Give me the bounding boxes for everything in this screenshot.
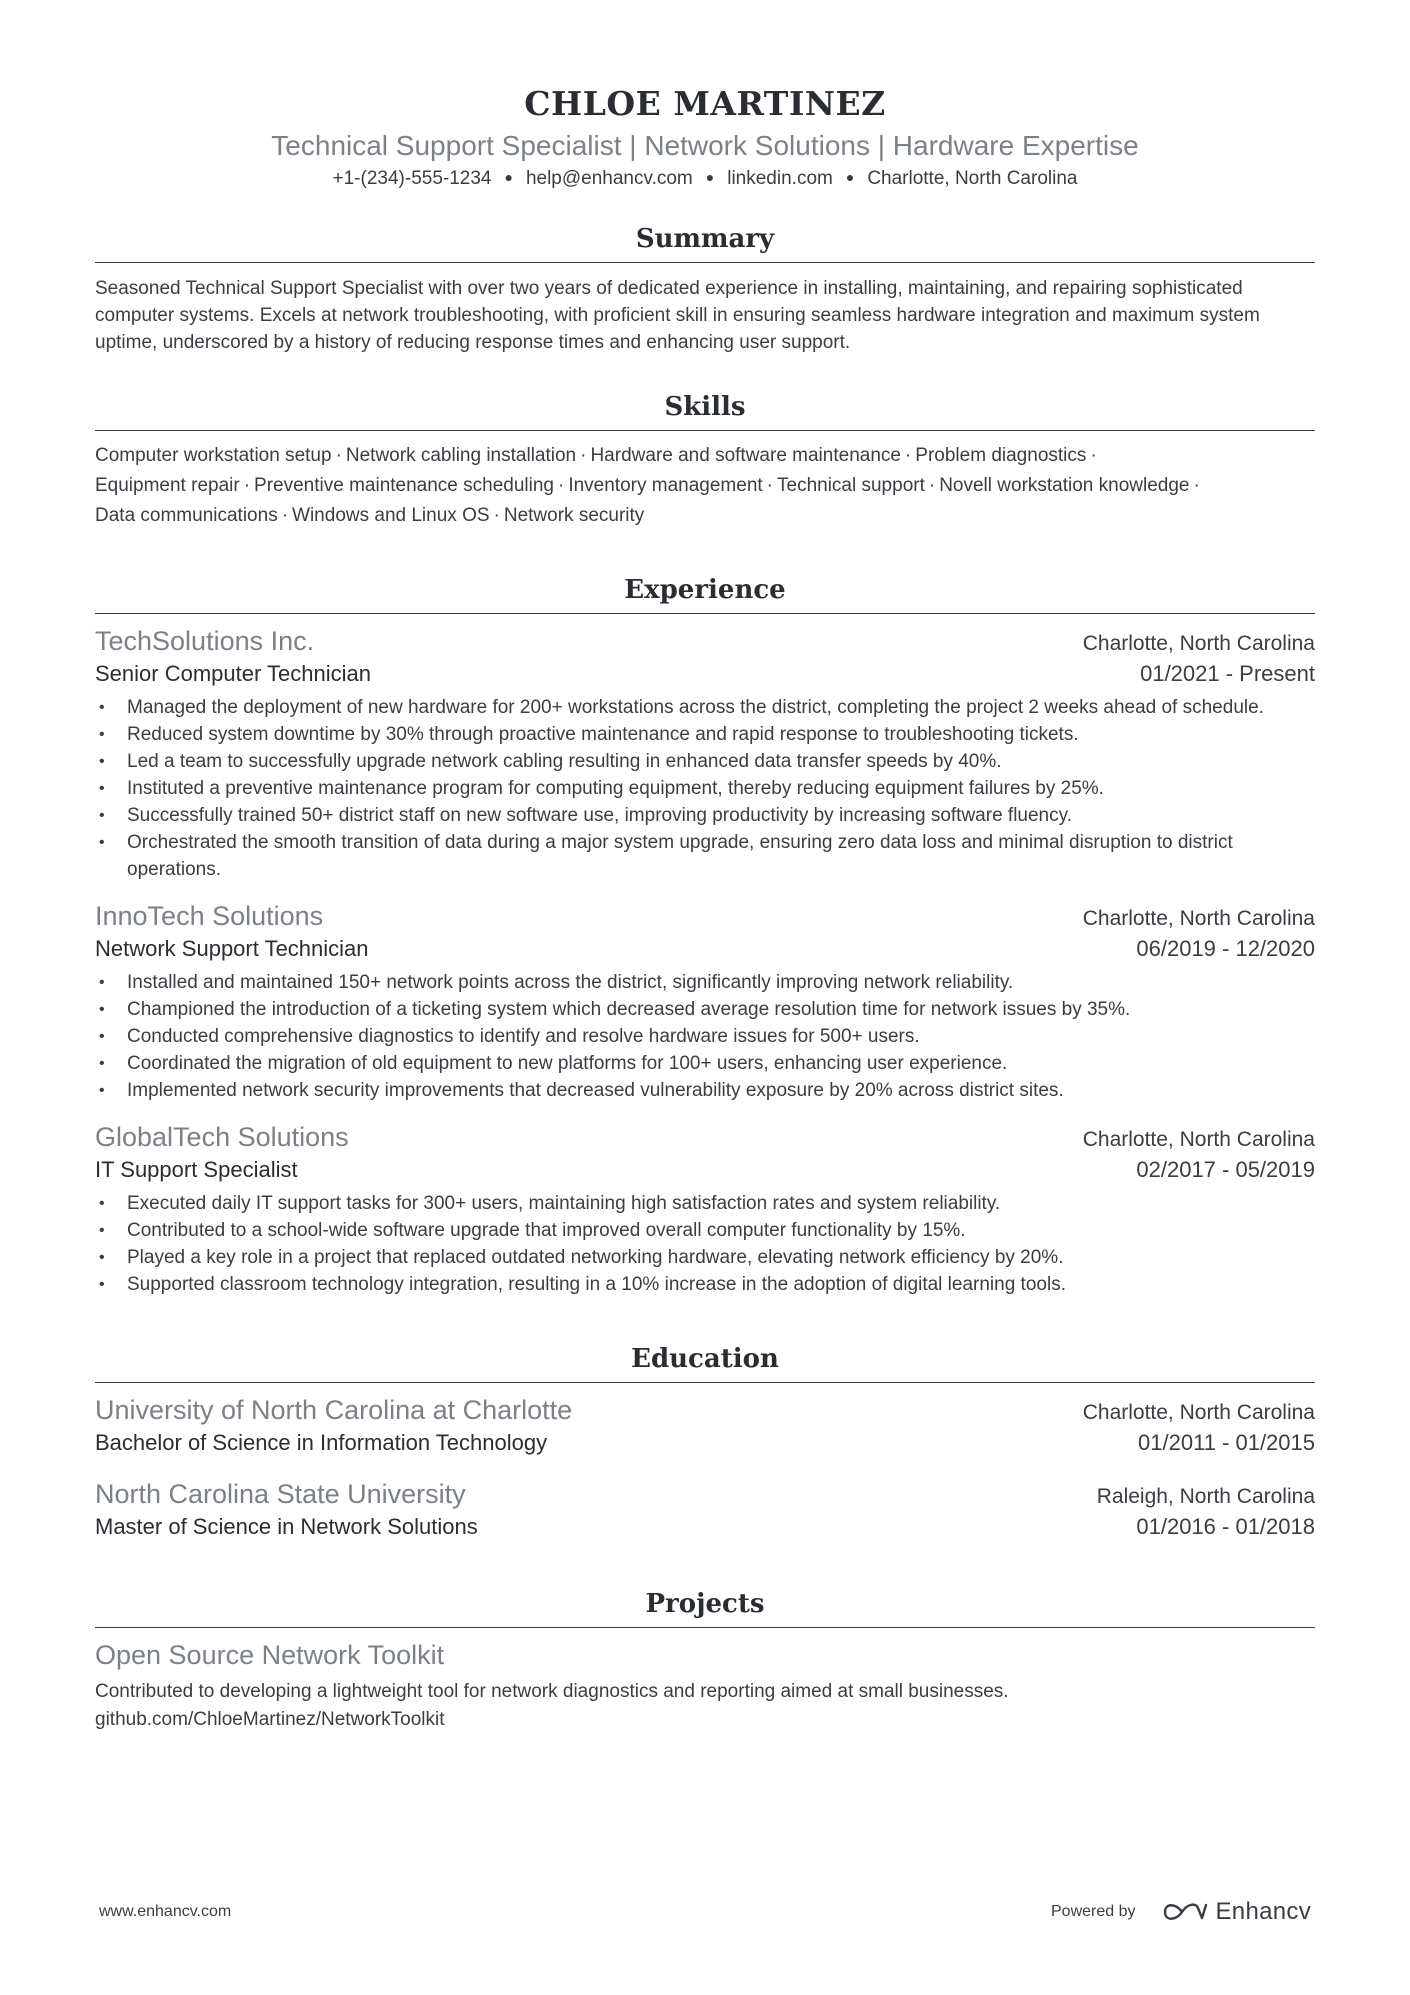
job-achievements	[95, 969, 1315, 1104]
job-title: Network Support Technician	[95, 936, 369, 961]
project-description: Contributed to developing a lightweight tool for network diagnostics and reporting aimed at small businesses.	[95, 1681, 1009, 1702]
email[interactable]: help@enhancv.com	[525, 168, 693, 189]
school-name: University of North Carolina at Charlotte	[95, 1395, 573, 1425]
job-title: IT Support Specialist	[95, 1157, 298, 1182]
phone: +1-(234)-555-1234	[332, 168, 492, 189]
resume-header	[95, 82, 1315, 192]
summary-text: Seasoned Technical Support Specialist with over two years of dedicated experience in installing, maintaining, and repairing sophisticated computer systems. Excels at network troubleshooting, with proficient skill in ensuring seamless hardware integration and maximum system uptime, underscored by a history of reducing response times and enhancing user support.	[95, 278, 1260, 353]
skills-section	[95, 390, 1315, 531]
job-dates: 06/2019 - 12/2020	[1136, 936, 1315, 961]
job-dates: 01/2021 - Present	[1140, 661, 1315, 686]
candidate-name: CHLOE MARTINEZ	[524, 84, 886, 123]
skills-list: Computer workstation setup · Network cabling installation · Hardware and software maintenance · Problem diagnostics · Equipment repair · Preventive maintenance scheduling · Inventory management · Technical support · Novell workstation knowledge · Data communications · Windows and Linux OS · Network security	[95, 445, 1200, 526]
projects-section	[95, 1587, 1315, 1734]
summary-section	[95, 222, 1315, 356]
education-section	[95, 1342, 1315, 1543]
education-entry	[95, 1477, 1315, 1543]
education-dates: 01/2011 - 01/2015	[1138, 1430, 1315, 1455]
powered-by-label: Powered by	[1051, 1903, 1136, 1920]
skill-item: Windows and Linux OS	[292, 505, 490, 526]
section-title-experience: Experience	[95, 573, 1315, 614]
bullet-separator-icon: ●	[705, 169, 715, 185]
experience-section	[95, 573, 1315, 1298]
achievement-item: • Reduced system downtime by 30% through proactive maintenance and rapid response to troubleshooting tickets.	[95, 721, 1315, 748]
company-name: TechSolutions Inc.	[95, 626, 315, 656]
job-location: Charlotte, North Carolina	[1082, 1128, 1315, 1151]
achievement-item: • Championed the introduction of a ticketing system which decreased average resolution time for network issues by 35%.	[95, 996, 1315, 1023]
achievement-item: • Coordinated the migration of old equipment to new platforms for 100+ users, enhancing user experience.	[95, 1050, 1315, 1077]
company-name: GlobalTech Solutions	[95, 1122, 349, 1152]
achievement-item: • Orchestrated the smooth transition of data during a major system upgrade, ensuring zero data loss and minimal disruption to district operations.	[95, 829, 1315, 883]
bullet-separator-icon: ●	[504, 169, 513, 185]
project-link[interactable]: github.com/ChloeMartinez/NetworkToolkit	[95, 1709, 445, 1730]
skill-item: Equipment repair	[95, 475, 240, 496]
bullet-separator-icon: ●	[845, 169, 855, 185]
achievement-item: • Managed the deployment of new hardware for 200+ workstations across the district, completing the project 2 weeks ahead of schedule.	[95, 694, 1315, 721]
degree: Master of Science in Network Solutions	[95, 1514, 478, 1539]
enhancv-logo-icon	[1162, 1900, 1208, 1924]
achievement-item: • Implemented network security improvements that decreased vulnerability exposure by 20% across district sites.	[95, 1077, 1315, 1104]
achievement-item: • Conducted comprehensive diagnostics to identify and resolve hardware issues for 500+ users.	[95, 1023, 1315, 1050]
section-title-skills: Skills	[95, 390, 1315, 431]
resume-content	[95, 82, 1315, 1734]
skill-item: Problem diagnostics	[915, 445, 1087, 466]
enhancv-brand: Enhancv	[1215, 1898, 1311, 1925]
education-entry	[95, 1393, 1315, 1459]
job-location: Charlotte, North Carolina	[1082, 632, 1315, 655]
candidate-headline: Technical Support Specialist | Network Solutions | Hardware Expertise	[271, 130, 1139, 161]
achievement-item: • Led a team to successfully upgrade network cabling resulting in enhanced data transfer speeds by 40%.	[95, 748, 1315, 775]
page-footer	[99, 1898, 1311, 1926]
achievement-item: • Executed daily IT support tasks for 300+ users, maintaining high satisfaction rates and system reliability.	[95, 1190, 1315, 1217]
skill-item: Inventory management	[568, 475, 763, 496]
project-entry	[95, 1638, 1315, 1734]
contact-info	[95, 164, 1315, 192]
section-title-education: Education	[95, 1342, 1315, 1383]
achievement-item: • Instituted a preventive maintenance program for computing equipment, thereby reducing equipment failures by 25%.	[95, 775, 1315, 802]
job-entry	[95, 1120, 1315, 1298]
school-location: Charlotte, North Carolina	[1082, 1401, 1315, 1424]
school-location: Raleigh, North Carolina	[1096, 1485, 1315, 1508]
degree: Bachelor of Science in Information Technology	[95, 1430, 548, 1455]
powered-by	[1051, 1898, 1311, 1926]
linkedin-link[interactable]: linkedin.com	[727, 168, 833, 189]
skill-item: Network cabling installation	[345, 445, 577, 466]
job-achievements	[95, 694, 1315, 883]
achievement-item: • Contributed to a school-wide software upgrade that improved overall computer functionality by 15%.	[95, 1217, 1315, 1244]
skill-item: Data communications	[95, 505, 278, 526]
job-dates: 02/2017 - 05/2019	[1136, 1157, 1315, 1182]
achievement-item: • Installed and maintained 150+ network points across the district, significantly improving network reliability.	[95, 969, 1315, 996]
job-entry	[95, 899, 1315, 1104]
job-title: Senior Computer Technician	[95, 661, 371, 686]
enhancv-logo[interactable]	[1162, 1898, 1312, 1926]
job-achievements	[95, 1190, 1315, 1298]
skill-item: Preventive maintenance scheduling	[254, 475, 554, 496]
section-title-summary: Summary	[95, 222, 1315, 263]
achievement-item: • Successfully trained 50+ district staff on new software use, improving productivity by increasing software fluency.	[95, 802, 1315, 829]
section-title-projects: Projects	[95, 1587, 1315, 1628]
achievement-item: • Supported classroom technology integration, resulting in a 10% increase in the adoption of digital learning tools.	[95, 1271, 1315, 1298]
skill-item: Computer workstation setup	[95, 445, 332, 466]
school-name: North Carolina State University	[95, 1479, 466, 1509]
skill-item: Hardware and software maintenance	[590, 445, 901, 466]
company-name: InnoTech Solutions	[95, 901, 324, 931]
job-entry	[95, 624, 1315, 883]
skill-item: Novell workstation knowledge	[939, 475, 1190, 496]
skill-item: Technical support	[777, 475, 925, 496]
education-dates: 01/2016 - 01/2018	[1136, 1514, 1315, 1539]
project-name: Open Source Network Toolkit	[95, 1640, 445, 1670]
skill-item: Network security	[503, 505, 645, 526]
footer-website-link[interactable]: www.enhancv.com	[99, 1903, 232, 1920]
achievement-item: • Played a key role in a project that replaced outdated networking hardware, elevating network efficiency by 20%.	[95, 1244, 1315, 1271]
job-location: Charlotte, North Carolina	[1082, 907, 1315, 930]
location: Charlotte, North Carolina	[867, 168, 1078, 189]
